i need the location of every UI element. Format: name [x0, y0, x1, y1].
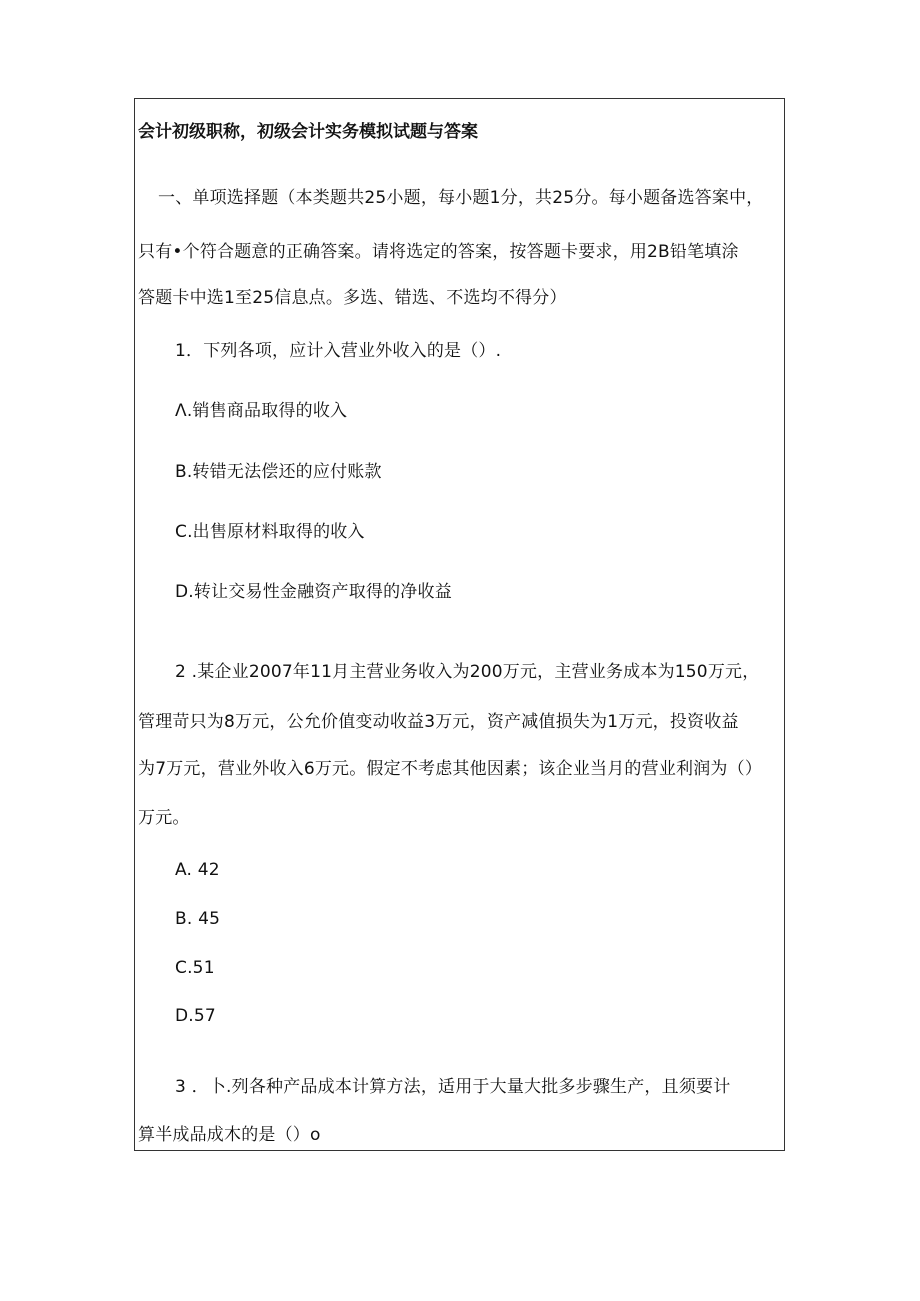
document-title: 会计初级职称，初级会计实务模拟试题与答案: [138, 122, 478, 142]
question-1-option-a: Λ.销售商品取得的收入: [175, 401, 348, 421]
question-2-stem-line-3: 为7万元，营业外收入6万元。假定不考虑其他因素；该企业当月的营业利润为（）: [138, 759, 763, 779]
question-1-option-d: D.转让交易性金融资产取得的净收益: [175, 582, 452, 602]
question-2-stem-line-2: 管理苛只为8万元，公允价值变动收益3万元，资产减值损失为1万元，投资收益: [138, 712, 739, 732]
question-1-option-c: C.出售原材料取得的收入: [175, 522, 365, 542]
question-2-option-a: A. 42: [175, 860, 220, 880]
question-2-option-c: C.51: [175, 958, 215, 978]
question-1-option-b: B.转错无法偿还的应付账款: [175, 462, 382, 482]
section-intro-line-2: 只有•个符合题意的正确答案。请将选定的答案，按答题卡要求，用2B铅笔填涂: [138, 242, 739, 262]
question-3-stem-line-1: 3 ．卜.列各种产品成本计算方法，适用于大量大批多步骤生产，且须要计: [175, 1077, 731, 1097]
question-2-stem-line-4: 万元。: [138, 808, 190, 828]
question-1-stem: 1．下列各项，应计入营业外收入的是（）.: [175, 341, 502, 361]
question-3-stem-line-2: 算半成品成木的是（）o: [138, 1125, 321, 1145]
section-intro-line-3: 答题卡中选1至25信息点。多选、错选、不选均不得分）: [138, 288, 567, 308]
question-2-option-d: D.57: [175, 1006, 216, 1026]
question-2-option-b: B. 45: [175, 909, 221, 929]
section-intro-line-1: 一、单项选择题（本类题共25小题，每小题1分，共25分。每小题备选答案中，: [158, 188, 764, 208]
question-2-stem-line-1: 2 .某企业2007年11月主营业务收入为200万元，主营业务成本为150万元，: [175, 662, 760, 682]
